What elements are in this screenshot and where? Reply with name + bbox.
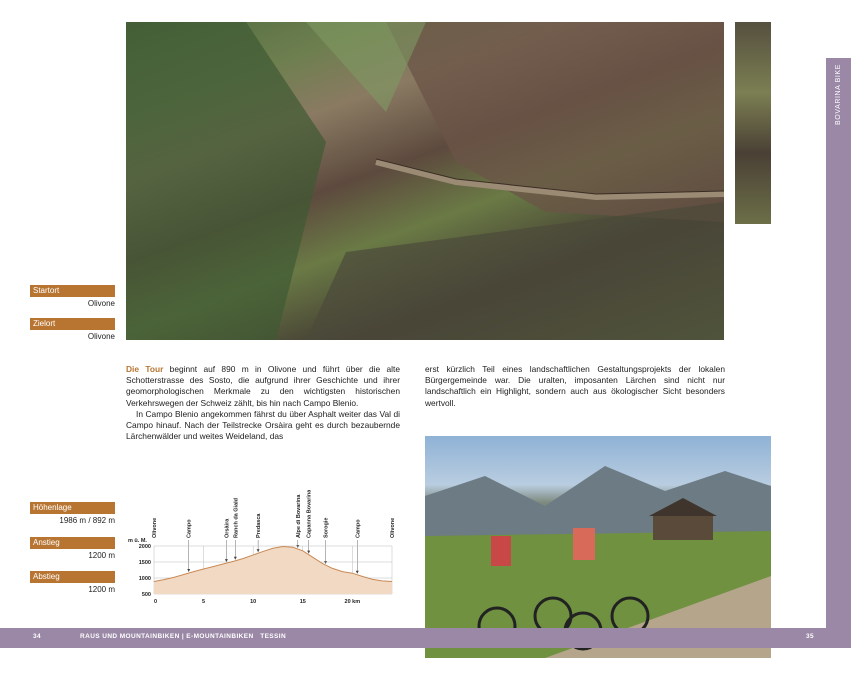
waypoint-label: Alpe di Bovarina xyxy=(295,494,302,538)
chart-y-tick-label: 2000 xyxy=(138,544,151,550)
waypoint-label: Olivone xyxy=(390,517,396,538)
waypoint-label: Orsàira xyxy=(224,518,231,538)
waypoint-marker-arrow xyxy=(234,557,237,560)
abstieg-label: Abstieg xyxy=(30,571,115,582)
footer-title-text: RAUS UND MOUNTAINBIKEN | E-MOUNTAINBIKEN xyxy=(80,633,254,640)
abstieg-value: 1200 m xyxy=(30,582,115,595)
zielort-label: Zielort xyxy=(30,318,115,329)
photo-mountain-road xyxy=(126,22,724,340)
chart-x-tick-label: 15 xyxy=(299,599,306,605)
waypoint-label: Sorogie xyxy=(323,517,330,538)
waypoint-marker-arrow xyxy=(307,551,310,554)
elevation-chart xyxy=(126,490,411,615)
chart-y-label: m ü. M. xyxy=(128,538,147,544)
chart-y-tick-label: 1500 xyxy=(138,560,151,566)
anstieg-value: 1200 m xyxy=(30,548,115,561)
hoehenlage-label: Höhenlage xyxy=(30,502,115,513)
footer-title xyxy=(80,633,286,640)
body-column-left xyxy=(126,364,400,442)
paragraph-1-text: beginnt auf 890 m in Olivone und führt über die alte Schotterstrasse des Sosto, die aufgrund ihrer Geschichte und ihrer geomorphologischen Merkmale zu den wichtigsten historischen Verkehrswegen der Schweiz zählt, bis hin nach Campo Blenio. xyxy=(126,364,400,408)
paragraph-3: erst kürzlich Teil eines landschaftlichen Gestaltungsprojekts der lokalen Bürgergemeinde war. Die uralten, imposanten Lärchen sind nicht nur landschaftlich ein Highlight, sondern auch aus ökologischer Sicht besonders wertvoll. xyxy=(425,364,725,408)
page-number-left: 34 xyxy=(33,633,42,640)
hoehenlage-value: 1986 m / 892 m xyxy=(30,513,115,526)
sidebar-band xyxy=(826,58,851,628)
waypoint-marker-arrow xyxy=(257,549,260,552)
chart-y-tick-label: 500 xyxy=(141,592,151,598)
chart-x-ticks xyxy=(154,599,360,605)
waypoint-marker-arrow xyxy=(187,569,190,572)
paragraph-2: In Campo Blenio angekommen fährst du über Asphalt weiter das Val di Campo hinauf. Nach der Teilstrecke Orsàira geht es durch bezaubernde Lärchenwälder und weites Weideland, das xyxy=(126,408,400,442)
waypoint-label: Olivone xyxy=(152,517,158,538)
sidebar-label: BOVARINA BIKE xyxy=(835,64,842,125)
waypoint-marker-arrow xyxy=(296,545,299,548)
waypoint-label: Ranch da Giald xyxy=(233,497,240,538)
zielort-value: Olivone xyxy=(30,329,115,342)
paragraph-1 xyxy=(126,364,400,409)
chart-x-tick-label: 0 xyxy=(154,599,158,605)
photo-bikers xyxy=(425,436,771,658)
lead-text: Die Tour xyxy=(126,364,164,374)
waypoint-marker-arrow xyxy=(356,571,359,574)
startort-label: Startort xyxy=(30,285,115,296)
body-column-right xyxy=(425,364,725,409)
waypoint-label: Predasca xyxy=(256,513,263,538)
chart-area xyxy=(154,546,392,594)
chart-y-ticks xyxy=(139,544,151,598)
waypoint-marker-arrow xyxy=(225,559,228,562)
chart-y-tick-label: 1000 xyxy=(138,576,151,582)
startort-value: Olivone xyxy=(30,296,115,309)
chart-x-tick-label: 5 xyxy=(202,599,206,605)
chart-x-tick-label: 10 xyxy=(250,599,257,605)
waypoint-label: Campo xyxy=(186,519,193,538)
anstieg-label: Anstieg xyxy=(30,537,115,548)
photo-strip xyxy=(735,22,771,224)
page-number-right: 35 xyxy=(806,633,815,640)
photo-mountain-road-illustration xyxy=(126,22,724,340)
waypoint-label: Capanna Bovarina xyxy=(306,490,313,538)
chart-x-tick-label: 20 km xyxy=(344,599,361,605)
waypoint-label: Campo xyxy=(355,519,362,538)
waypoint-marker-arrow xyxy=(324,561,327,564)
footer-region: TESSIN xyxy=(260,633,287,640)
photo-bikers-illustration xyxy=(425,436,771,658)
